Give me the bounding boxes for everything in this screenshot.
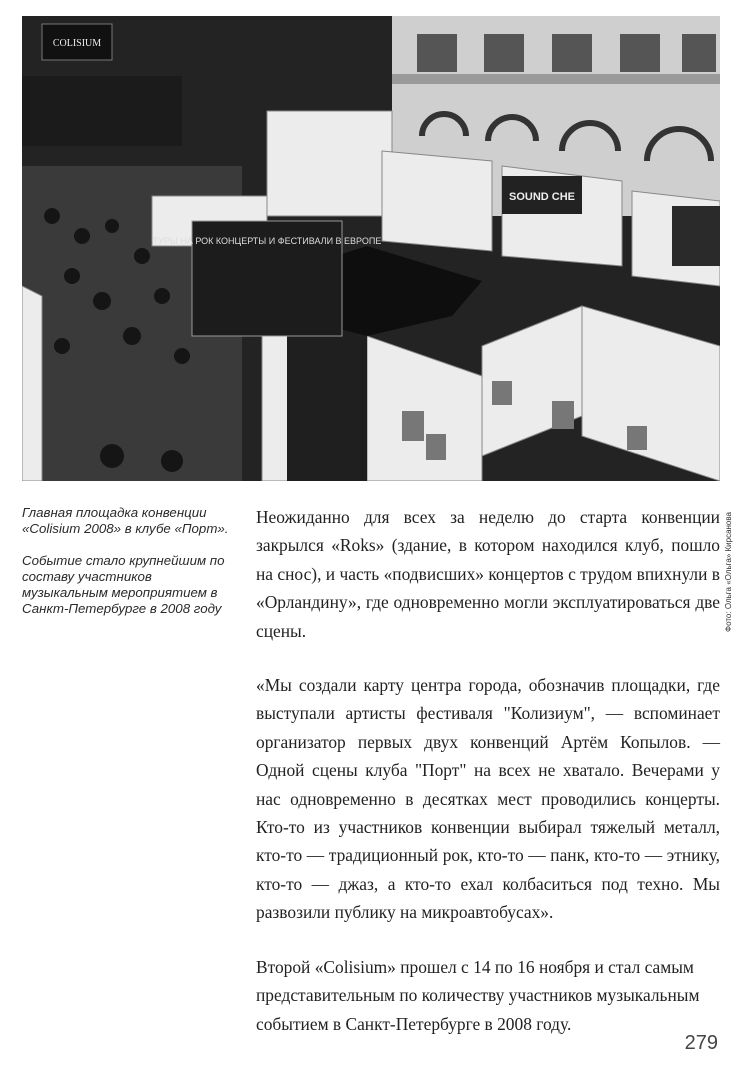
photo-credit: Фото: Ольга «Ольга» Кирсанова bbox=[724, 512, 733, 632]
paragraph-3: Второй «Colisium» прошел с 14 по 16 ноября и стал самым представительным по количеству участников музыкальным событием в Санкт-Петербурге в 2008 году. bbox=[256, 956, 700, 1034]
banner-tours: ТУРЫ НА РОК КОНЦЕРТЫ И ФЕСТИВАЛИ В ЕВРОПЕ bbox=[152, 236, 382, 246]
banner-soundcheck: SOUND CHE bbox=[508, 191, 576, 203]
article-body bbox=[256, 503, 720, 1064]
convention-photo bbox=[22, 16, 720, 481]
caption-line-2: Событие стало крупнейшим по составу участников музыкальным мероприятием в Санкт-Петербурге в 2008 году bbox=[22, 552, 225, 617]
photo-illustration bbox=[22, 16, 720, 481]
paragraph-1: Неожиданно для всех за неделю до старта конвенции закрылся «Roks» (здание, в котором находился клуб, пошло на снос), и часть «подвисших» концертов с трудом впихнули в «Орландину», где одновременно могли эксплуатироваться две сцены. bbox=[256, 507, 720, 641]
page-number: 279 bbox=[684, 1032, 718, 1054]
photo-caption bbox=[22, 505, 237, 633]
paragraph-2: «Мы создали карту центра города, обозначив площадки, где выступали артисты фестиваля "Колизиум", — вспоминает организатор первых двух конвенций Артём Копылов. — Одной сцены клуба "Порт" на всех не хватало. Вечерами у нас одновременно в десятках мест проводились концерты. Кто-то из участников конвенции выбирал тяжелый металл, кто-то — традиционный рок, кто-то — панк, кто-то — этнику, кто-то — джаз, а кто-то ехал колбаситься под техно. Мы развозили публику на микроавтобусах». bbox=[256, 675, 720, 923]
caption-line-1: Главная площадка конвенции «Colisium 2008» в клубе «Порт». bbox=[22, 505, 229, 537]
club-sign: COLISIUM bbox=[52, 38, 102, 49]
